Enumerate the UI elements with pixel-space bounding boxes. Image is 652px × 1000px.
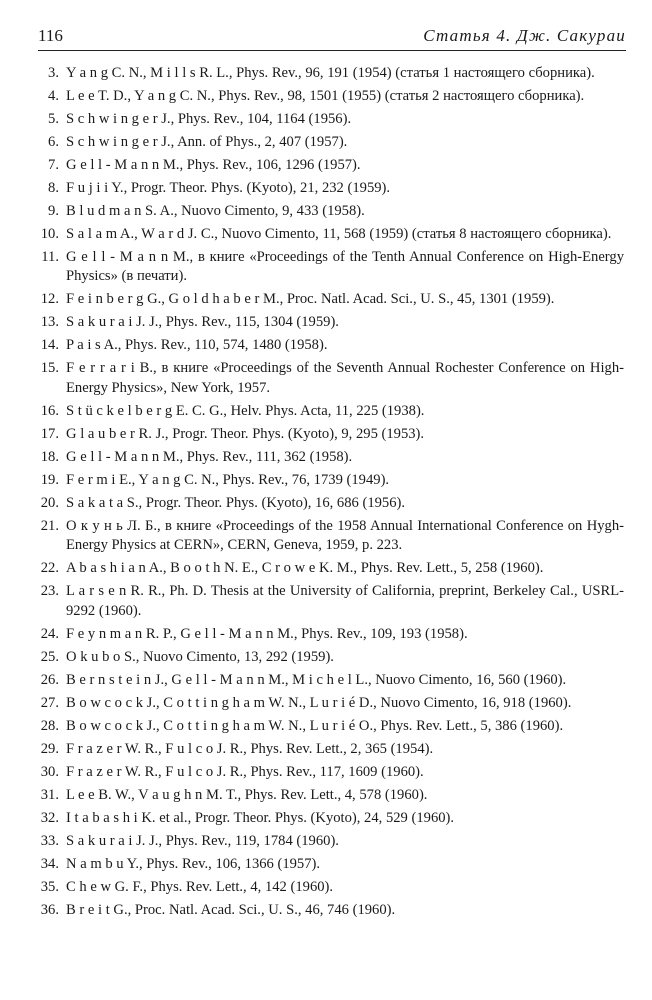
- reference-item: [28, 878, 624, 897]
- reference-text: B e r n s t e i n J., G e l l - M a n n M., M i c h e l L., Nuovo Cimento, 16, 560 (1960).: [66, 671, 567, 688]
- reference-text: S a k u r a i J. J., Phys. Rev., 119, 1784 (1960).: [66, 832, 339, 849]
- reference-number: 6.: [48, 134, 59, 150]
- reference-text: F e r r a r i B., в книге «Proceedings of the Seventh Annual Rochester Conference on High-Energy Physics», New York, 1957.: [66, 360, 624, 396]
- reference-item: [28, 648, 624, 667]
- reference-text: B r e i t G., Proc. Natl. Acad. Sci., U. S., 46, 746 (1960).: [66, 901, 396, 918]
- reference-text: S a l a m A., W a r d J. C., Nuovo Cimento, 11, 568 (1959) (статья 8 настоящего сборника).: [66, 226, 612, 242]
- reference-item: [28, 133, 624, 152]
- reference-text: F r a z e r W. R., F u l c o J. R., Phys. Rev., 117, 1609 (1960).: [66, 763, 424, 780]
- reference-number: 28.: [40, 717, 59, 734]
- reference-number: 35.: [40, 878, 59, 895]
- reference-text: S a k u r a i J. J., Phys. Rev., 115, 1304 (1959).: [66, 314, 339, 331]
- reference-text: B o w c o c k J., C o t t i n g h a m W. N., L u r i é D., Nuovo Cimento, 16, 918 (1960).: [66, 694, 572, 711]
- reference-item: [28, 763, 624, 782]
- reference-number: 16.: [40, 402, 59, 419]
- reference-text: Y a n g C. N., M i l l s R. L., Phys. Rev., 96, 191 (1954) (статья 1 настоящего сборника).: [66, 65, 595, 81]
- reference-number: 33.: [40, 832, 59, 849]
- reference-item: [28, 202, 624, 221]
- reference-number: 20.: [40, 494, 59, 511]
- reference-item: [28, 448, 624, 467]
- reference-item: [28, 671, 624, 690]
- reference-item: [28, 694, 624, 713]
- reference-item: [28, 359, 624, 398]
- reference-item: [28, 87, 624, 106]
- reference-number: 24.: [40, 625, 59, 642]
- reference-text: F e r m i E., Y a n g C. N., Phys. Rev., 76, 1739 (1949).: [66, 471, 390, 488]
- page-header: [38, 24, 626, 51]
- reference-item: [28, 740, 624, 759]
- reference-text: C h e w G. F., Phys. Rev. Lett., 4, 142 (1960).: [66, 878, 334, 895]
- reference-number: 4.: [48, 88, 59, 104]
- reference-number: 18.: [40, 448, 59, 465]
- reference-item: [28, 901, 624, 920]
- reference-item: [28, 809, 624, 828]
- reference-item: [28, 225, 624, 244]
- reference-number: 26.: [40, 671, 59, 688]
- reference-number: 11.: [41, 249, 59, 265]
- reference-text: F e y n m a n R. P., G e l l - M a n n M., Phys. Rev., 109, 193 (1958).: [66, 625, 468, 642]
- reference-text: S a k a t a S., Progr. Theor. Phys. (Kyoto), 16, 686 (1956).: [66, 494, 406, 511]
- reference-item: [28, 336, 624, 355]
- reference-number: 12.: [40, 291, 59, 308]
- reference-item: [28, 179, 624, 198]
- reference-number: 8.: [48, 180, 59, 196]
- reference-text: G l a u b e r R. J., Progr. Theor. Phys. (Kyoto), 9, 295 (1953).: [66, 425, 425, 442]
- reference-list: [28, 64, 624, 924]
- reference-item: [28, 517, 624, 556]
- reference-item: [28, 717, 624, 736]
- reference-item: [28, 494, 624, 513]
- reference-text: B o w c o c k J., C o t t i n g h a m W. N., L u r i é O., Phys. Rev. Lett., 5, 386 (1960).: [66, 717, 564, 734]
- reference-number: 5.: [48, 111, 59, 127]
- page-number: 116: [38, 26, 63, 45]
- reference-item: [28, 402, 624, 421]
- reference-number: 22.: [40, 560, 59, 577]
- reference-text: F r a z e r W. R., F u l c o J. R., Phys. Rev. Lett., 2, 365 (1954).: [66, 740, 434, 757]
- reference-item: [28, 855, 624, 874]
- reference-item: [28, 110, 624, 129]
- reference-text: A b a s h i a n A., B o o t h N. E., C r o w e K. M., Phys. Rev. Lett., 5, 258 (1960).: [66, 560, 544, 577]
- reference-number: 7.: [48, 157, 59, 173]
- reference-item: [28, 156, 624, 175]
- reference-number: 10.: [40, 226, 59, 242]
- reference-item: [28, 248, 624, 287]
- reference-number: 3.: [48, 65, 59, 81]
- reference-number: 36.: [40, 901, 59, 918]
- reference-text: B l u d m a n S. A., Nuovo Cimento, 9, 433 (1958).: [66, 203, 365, 219]
- reference-number: 19.: [40, 471, 59, 488]
- reference-number: 27.: [40, 694, 59, 711]
- reference-number: 9.: [48, 203, 59, 219]
- reference-number: 34.: [40, 855, 59, 872]
- reference-text: О к у н ь Л. Б., в книге «Proceedings of the 1958 Annual International Conference on Hygh-Energy Physics at CERN», CERN, Geneva, 1959, p. 223.: [66, 517, 624, 554]
- reference-text: S c h w i n g e r J., Phys. Rev., 104, 1164 (1956).: [66, 111, 352, 127]
- reference-item: [28, 64, 624, 83]
- reference-number: 29.: [40, 740, 59, 757]
- reference-text: I t a b a s h i K. et al., Progr. Theor. Phys. (Kyoto), 24, 529 (1960).: [66, 809, 455, 826]
- reference-item: [28, 582, 624, 621]
- reference-item: [28, 559, 624, 578]
- reference-text: L e e B. W., V a u g h n M. T., Phys. Rev. Lett., 4, 578 (1960).: [66, 786, 428, 803]
- reference-number: 14.: [40, 337, 59, 354]
- reference-text: S c h w i n g e r J., Ann. of Phys., 2, 407 (1957).: [66, 134, 348, 150]
- reference-text: G e l l - M a n n M., Phys. Rev., 111, 362 (1958).: [66, 448, 353, 465]
- reference-item: [28, 290, 624, 309]
- reference-item: [28, 786, 624, 805]
- reference-number: 31.: [40, 786, 59, 803]
- reference-number: 15.: [40, 360, 59, 377]
- reference-item: [28, 471, 624, 490]
- reference-text: G e l l - M a n n M., в книге «Proceedings of the Tenth Annual Conference on High-Energy Physics» (в печати).: [66, 249, 624, 285]
- reference-item: [28, 625, 624, 644]
- reference-text: F e i n b e r g G., G o l d h a b e r M., Proc. Natl. Acad. Sci., U. S., 45, 1301 (1959).: [66, 291, 555, 308]
- reference-item: [28, 313, 624, 332]
- reference-text: G e l l - M a n n M., Phys. Rev., 106, 1296 (1957).: [66, 157, 361, 173]
- running-title: Статья 4. Дж. Сакураи: [423, 26, 626, 45]
- reference-item: [28, 425, 624, 444]
- reference-text: N a m b u Y., Phys. Rev., 106, 1366 (1957).: [66, 855, 321, 872]
- reference-number: 21.: [40, 517, 59, 534]
- reference-item: [28, 832, 624, 851]
- reference-text: L e e T. D., Y a n g C. N., Phys. Rev., 98, 1501 (1955) (статья 2 настоящего сборника).: [66, 88, 585, 104]
- reference-text: F u j i i Y., Progr. Theor. Phys. (Kyoto), 21, 232 (1959).: [66, 180, 391, 196]
- reference-text: S t ü c k e l b e r g E. C. G., Helv. Phys. Acta, 11, 225 (1938).: [66, 402, 425, 419]
- reference-number: 17.: [40, 425, 59, 442]
- reference-text: O k u b o S., Nuovo Cimento, 13, 292 (1959).: [66, 648, 334, 665]
- reference-number: 23.: [40, 583, 59, 600]
- reference-number: 30.: [40, 763, 59, 780]
- reference-number: 32.: [40, 809, 59, 826]
- reference-number: 13.: [40, 314, 59, 331]
- reference-number: 25.: [40, 648, 59, 665]
- reference-text: L a r s e n R. R., Ph. D. Thesis at the University of California, preprint, Berkeley Cal., USRL-9292 (1960).: [66, 583, 624, 619]
- reference-text: P a i s A., Phys. Rev., 110, 574, 1480 (1958).: [66, 337, 328, 354]
